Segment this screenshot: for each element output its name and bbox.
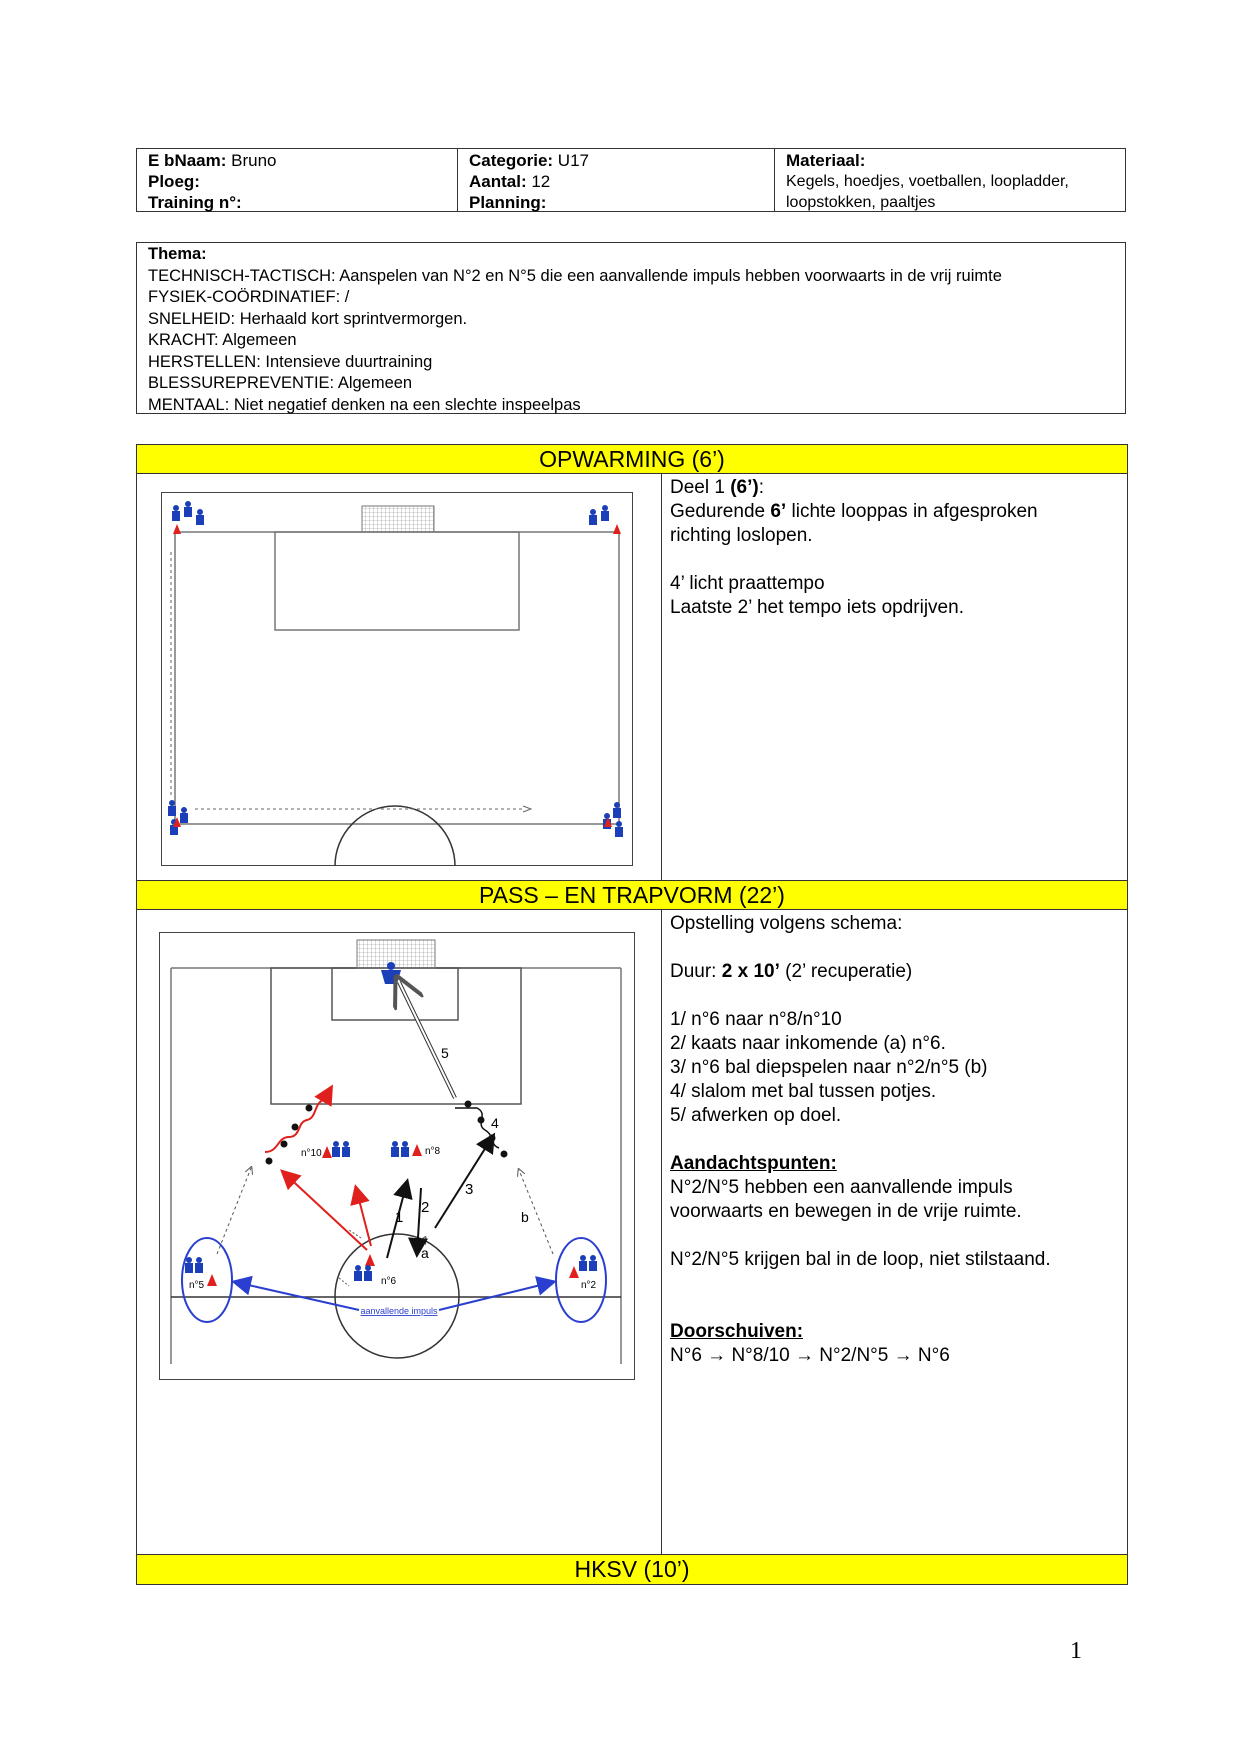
goal <box>357 940 435 968</box>
impulse-label: aanvallende impuls <box>360 1306 438 1316</box>
text: Laatste 2’ het tempo iets opdrijven. <box>670 597 964 618</box>
step-item: 2/ kaats naar inkomende (a) n°6. <box>670 1033 946 1054</box>
planning-label: Planning: <box>469 193 547 212</box>
thema-line: FYSIEK-COÖRDINATIEF: / <box>148 288 350 306</box>
table-border <box>1127 474 1128 880</box>
text: Opstelling volgens schema: <box>670 913 903 934</box>
pass-text <box>670 912 1122 1368</box>
aantal-label: Aantal: <box>469 172 527 191</box>
duur-recup: (2’ recuperatie) <box>779 961 913 982</box>
deel-label: Deel 1 <box>670 477 731 498</box>
thema-line: BLESSUREPREVENTIE: Algemeen <box>148 374 413 392</box>
arrow-label-1: 1 <box>395 1209 404 1226</box>
arrow-label-2: 2 <box>421 1199 430 1216</box>
deel-colon: : <box>758 477 764 498</box>
hksv-heading: HKSV (10’) <box>136 1554 1128 1585</box>
ploeg-label: Ploeg: <box>148 172 200 191</box>
step-item: 3/ n°6 bal diepspelen naar n°2/n°5 (b) <box>670 1057 988 1078</box>
header-col-categorie <box>457 149 774 211</box>
label-b: b <box>521 1209 529 1225</box>
materiaal-line-1: Kegels, hoedjes, voetballen, loopladder, <box>786 173 1069 190</box>
text: N°2/N°5 krijgen bal in de loop, niet stilstaand. <box>670 1249 1051 1270</box>
pass-field-diagram <box>159 932 635 1380</box>
step-item: 1/ n°6 naar n°8/n°10 <box>670 1009 842 1030</box>
opwarming-text <box>670 476 1120 620</box>
text: N°2/N°5 hebben een aanvallende impuls <box>670 1177 1013 1198</box>
header-table <box>136 148 1126 212</box>
training-table <box>136 444 1128 1585</box>
duur-value: 2 x 10’ <box>721 961 780 982</box>
categorie-value: U17 <box>553 151 589 170</box>
thema-title: Thema: <box>148 245 207 263</box>
aandacht-title: Aandachtspunten: <box>670 1153 837 1174</box>
naam-label: E bNaam: <box>148 151 227 170</box>
training-label: Training n°: <box>148 193 242 212</box>
text: Gedurende <box>670 501 771 522</box>
text: richting loslopen. <box>670 525 813 546</box>
page-number: 1 <box>1070 1638 1082 1664</box>
categorie-label: Categorie: <box>469 151 554 170</box>
column-divider <box>661 474 662 880</box>
pass-heading: PASS – EN TRAPVORM (22’) <box>136 880 1128 910</box>
text: voorwaarts en bewegen in de vrije ruimte. <box>670 1201 1022 1222</box>
door-line: N°6 → N°8/10 → N°2/N°5 → N°6 <box>670 1345 950 1366</box>
label-a: a <box>421 1245 429 1261</box>
deel-duration: (6’) <box>730 477 759 498</box>
header-col-trainer <box>137 149 457 211</box>
table-border <box>136 910 137 1554</box>
label-n5: n°5 <box>189 1280 205 1291</box>
thema-line: MENTAAL: Niet negatief denken na een slechte inspeelpas <box>148 395 581 414</box>
table-border <box>136 474 137 880</box>
label-n6: n°6 <box>381 1276 397 1287</box>
arrow-label-5: 5 <box>441 1045 449 1061</box>
door-title: Doorschuiven: <box>670 1321 804 1342</box>
opwarming-field-diagram <box>161 492 633 866</box>
text: lichte looppas in afgesproken <box>786 501 1038 522</box>
arrow-label-3: 3 <box>465 1181 474 1198</box>
thema-line: HERSTELLEN: Intensieve duurtraining <box>148 352 433 371</box>
label-n8: n°8 <box>425 1146 441 1157</box>
label-n10: n°10 <box>301 1148 322 1159</box>
naam-value: Bruno <box>226 151 277 170</box>
text: 4’ licht praattempo <box>670 573 825 594</box>
aantal-value: 12 <box>526 172 551 191</box>
step-item: 5/ afwerken op doel. <box>670 1105 842 1126</box>
header-col-materiaal <box>774 149 1126 211</box>
duur-label: Duur: <box>670 961 722 982</box>
materiaal-line-2: loopstokken, paaltjes <box>786 194 936 211</box>
thema-line: KRACHT: Algemeen <box>148 331 297 349</box>
thema-line: TECHNISCH-TACTISCH: Aanspelen van N°2 en N°5 die een aanvallende impuls hebben voorwaarts in de vrij ruimte <box>148 266 1002 285</box>
goal <box>362 506 434 532</box>
label-n2: n°2 <box>581 1280 597 1291</box>
text-bold: 6’ <box>770 501 787 522</box>
arrow-label-4: 4 <box>491 1115 499 1131</box>
table-border <box>1127 910 1128 1554</box>
thema-line: SNELHEID: Herhaald kort sprintvermorgen. <box>148 309 468 328</box>
step-item: 4/ slalom met bal tussen potjes. <box>670 1081 937 1102</box>
column-divider <box>661 910 662 1554</box>
thema-box <box>136 242 1126 414</box>
opwarming-heading: OPWARMING (6’) <box>136 444 1128 474</box>
materiaal-label: Materiaal: <box>786 151 866 170</box>
